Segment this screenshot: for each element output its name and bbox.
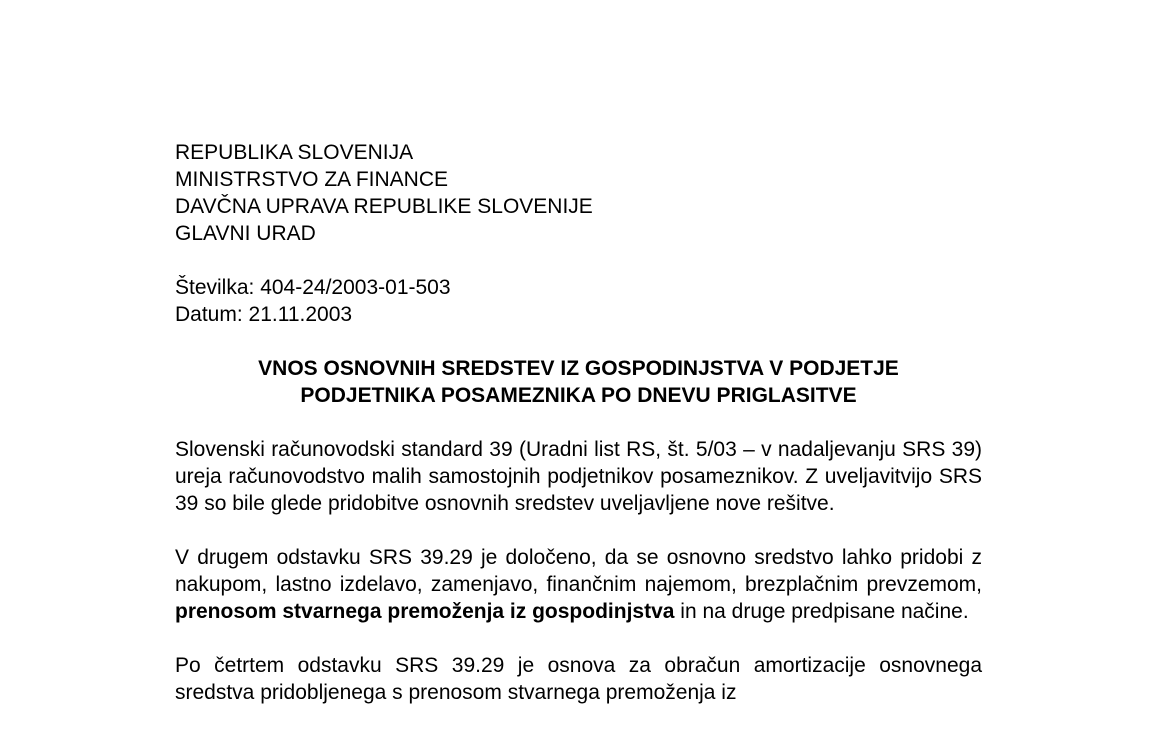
paragraph-2-emphasis: prenosom stvarnega premoženja iz gospodinjstva: [175, 600, 675, 623]
title-line-1: VNOS OSNOVNIH SREDSTEV IZ GOSPODINJSTVA V PODJETJE: [258, 357, 899, 380]
issuer-header: [175, 139, 982, 247]
paragraph-1: Slovenski računovodski standard 39 (Uradni list RS, št. 5/03 – v nadaljevanju SRS 39) ureja računovodstvo malih samostojnih podjetnikov posameznikov. Z uveljavitvijo SRS 39 so bile glede pridobitve osnovnih sredstev uveljavljene nove rešitve.: [175, 438, 982, 515]
spacer: [175, 328, 982, 355]
document-body: [175, 139, 982, 733]
paragraph-2: [175, 544, 982, 625]
title-line-2: PODJETNIKA POSAMEZNIKA PO DNEVU PRIGLASITVE: [300, 384, 857, 407]
paragraph-2-text-end: in na druge predpisane načine.: [674, 600, 969, 623]
header-republic: REPUBLIKA SLOVENIJA: [175, 141, 414, 164]
document-meta: [175, 274, 982, 328]
document-number: Številka: 404-24/2003-01-503: [175, 276, 451, 299]
spacer: [175, 409, 982, 436]
spacer: [175, 247, 982, 274]
header-office: GLAVNI URAD: [175, 222, 316, 245]
document-date: Datum: 21.11.2003: [175, 303, 353, 326]
paragraph-3: Po četrtem odstavku SRS 39.29 je osnova za obračun amortizacije osnovnega sredstva pridobljenega s prenosom stvarnega premoženja iz: [175, 654, 982, 704]
header-tax-administration: DAVČNA UPRAVA REPUBLIKE SLOVENIJE: [175, 195, 593, 218]
document-title: [175, 355, 982, 409]
paragraph-2-text: V drugem odstavku SRS 39.29 je določeno, da se osnovno sredstvo lahko pridobi z nakupom, lastno izdelavo, zamenjavo, finančnim najemom, brezplačnim prevzemom,: [175, 546, 982, 596]
header-ministry: MINISTRSTVO ZA FINANCE: [175, 168, 449, 191]
